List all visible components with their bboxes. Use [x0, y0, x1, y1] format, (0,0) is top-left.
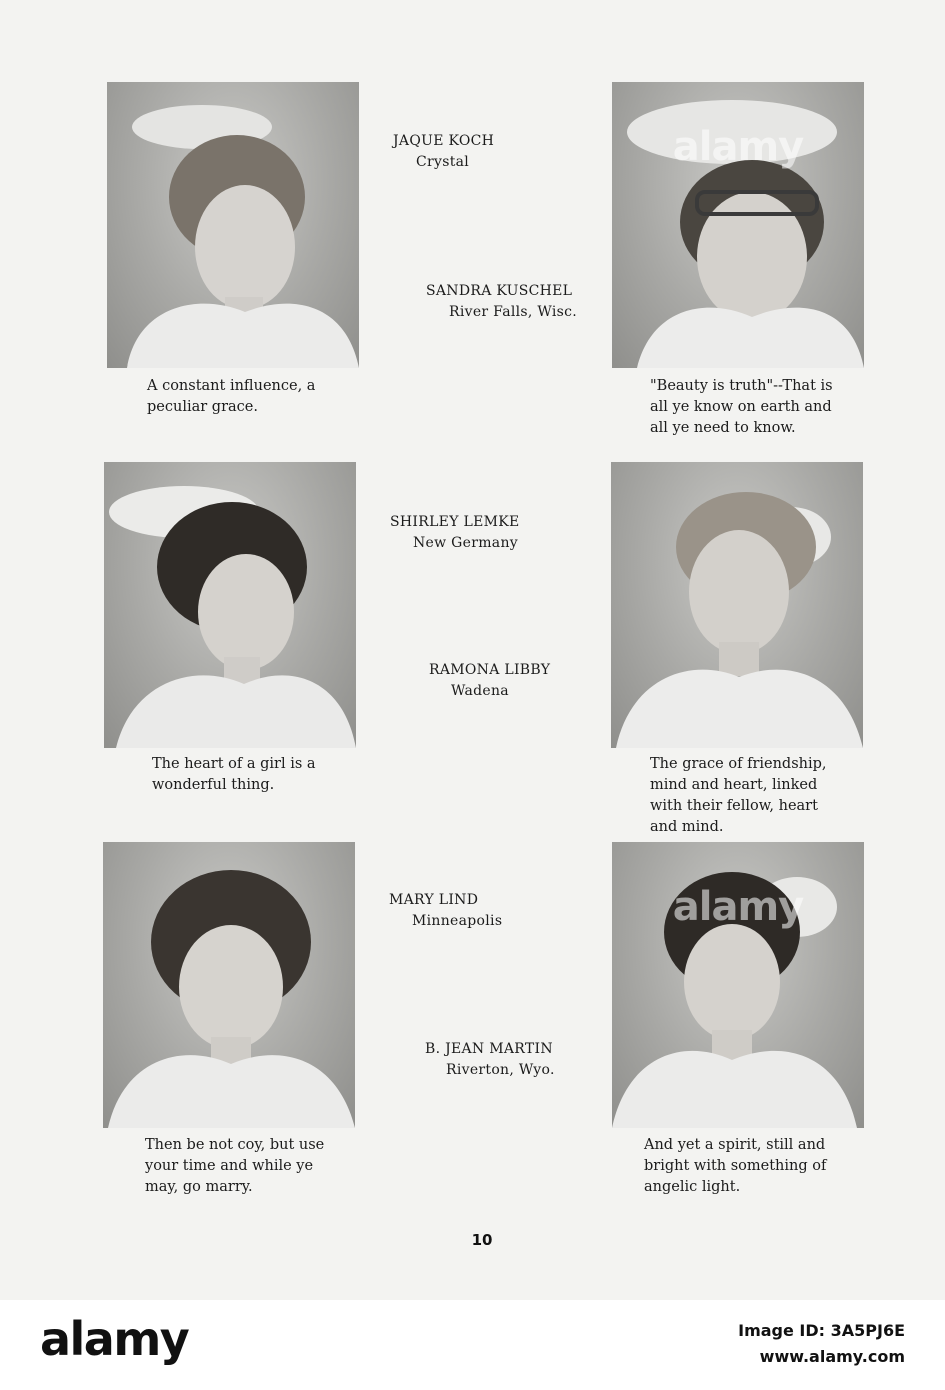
quote-mary-lind: Then be not coy, but use your time and while ye may, go marry.: [145, 1137, 325, 1195]
portrait-photo-jaque-koch: [107, 82, 359, 368]
quote-shirley-lemke: The heart of a girl is a wonderful thing.: [152, 756, 316, 793]
image-id-block: [738, 1318, 905, 1370]
page-number: 10: [471, 1231, 493, 1249]
name-shirley-lemke: SHIRLEY LEMKE New Germany: [390, 514, 520, 551]
quote-jaque-koch: A constant influence, a peculiar grace.: [147, 378, 316, 415]
name-mary-lind: MARY LIND Minneapolis: [389, 892, 503, 929]
name-b-jean-martin: B. JEAN MARTIN Riverton, Wyo.: [425, 1041, 555, 1078]
portrait-photo-b-jean-martin: [612, 842, 864, 1128]
site-link[interactable]: www.alamy.com: [759, 1347, 905, 1366]
name-ramona-libby: RAMONA LIBBY Wadena: [429, 662, 551, 699]
portrait-photo-sandra-kuschel: [612, 82, 864, 368]
watermark-text: alamy: [672, 124, 804, 170]
name-sandra-kuschel: SANDRA KUSCHEL River Falls, Wisc.: [426, 283, 578, 320]
image-id-label: Image ID: 3A5PJ6E: [738, 1321, 905, 1340]
quote-sandra-kuschel: "Beauty is truth"--That is all ye know on earth and all ye need to know.: [650, 378, 833, 436]
name-jaque-koch: JAQUE KOCH Crystal: [393, 133, 495, 170]
portrait-photo-mary-lind: [103, 842, 355, 1128]
portrait-photo-shirley-lemke: [104, 462, 356, 748]
watermark-text: alamy: [672, 884, 804, 930]
quote-b-jean-martin: And yet a spirit, still and bright with something of angelic light.: [644, 1137, 827, 1195]
alamy-logo[interactable]: alamy: [40, 1312, 189, 1366]
quote-ramona-libby: The grace of friendship, mind and heart, linked with their fellow, heart and mind.: [650, 756, 827, 835]
portrait-photo-ramona-libby: [611, 462, 863, 748]
